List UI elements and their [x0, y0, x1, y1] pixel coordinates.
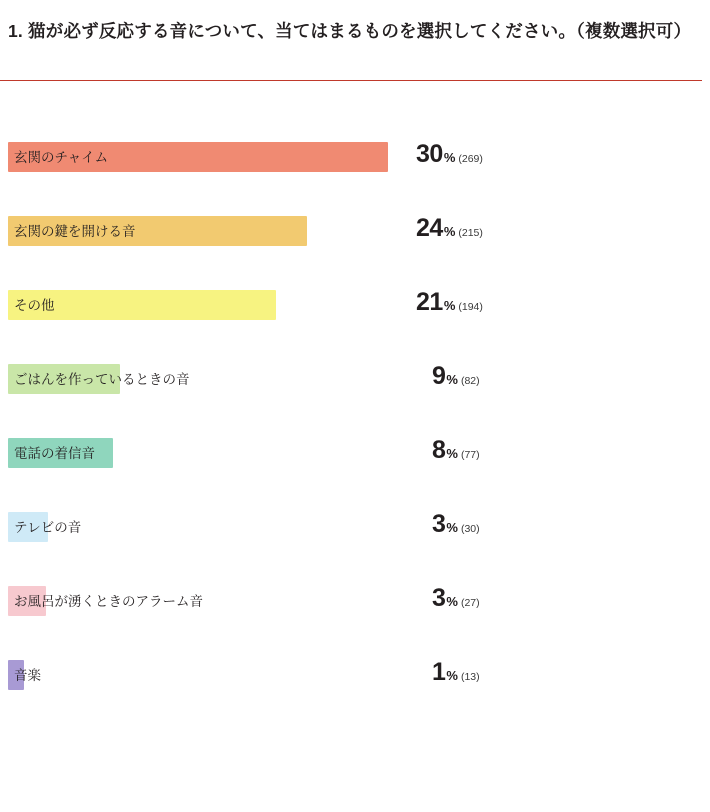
bar-value-percent-symbol: % [446, 372, 458, 387]
chart-row [0, 416, 710, 490]
bar-value-percent-symbol: % [446, 520, 458, 535]
bar-chart [0, 120, 710, 712]
chart-row [0, 564, 710, 638]
bar-category-label: お風呂が湧くときのアラーム音 [14, 594, 203, 609]
bar-value-percent-symbol: % [446, 446, 458, 461]
bar-value-count: (30) [460, 523, 480, 535]
bar-value-number: 3 [432, 584, 446, 612]
chart-row [0, 342, 710, 416]
bar-value-number: 3 [432, 510, 446, 538]
bar-value [432, 510, 480, 539]
bar-value-count: (82) [460, 375, 480, 387]
bar-value-number: 8 [432, 436, 446, 464]
bar-value-count: (194) [458, 301, 483, 313]
bar-value-percent-symbol: % [446, 668, 458, 683]
bar-value-count: (215) [458, 227, 483, 239]
bar-value-percent-symbol: % [446, 594, 458, 609]
bar-category-label: その他 [14, 298, 55, 313]
chart-row [0, 490, 710, 564]
bar-value [432, 584, 480, 613]
bar-value-number: 30 [416, 140, 443, 168]
bar-value-percent-symbol: % [443, 298, 456, 313]
bar-value-number: 1 [432, 658, 446, 686]
bar-category-label: 玄関の鍵を開ける音 [14, 224, 136, 239]
bar-value-percent-symbol: % [443, 224, 456, 239]
bar-value-count: (77) [460, 449, 480, 461]
bar-value [432, 658, 480, 687]
bar-value [416, 214, 483, 243]
bar-value-count: (269) [458, 153, 483, 165]
bar-category-label: ごはんを作っているときの音 [14, 372, 190, 387]
bar-value-percent-symbol: % [443, 150, 456, 165]
chart-row [0, 638, 710, 712]
bar-category-label: テレビの音 [14, 520, 82, 535]
bar-value-number: 9 [432, 362, 446, 390]
bar-value-count: (27) [460, 597, 480, 609]
bar-value-number: 21 [416, 288, 443, 316]
bar-value-count: (13) [460, 671, 480, 683]
title-divider [0, 80, 702, 81]
bar-value [432, 362, 480, 391]
bar-category-label: 電話の着信音 [14, 446, 95, 461]
bar-category-label: 玄関のチャイム [14, 150, 109, 165]
bar-category-label: 音楽 [14, 668, 41, 683]
bar-value [416, 140, 483, 169]
chart-row [0, 120, 710, 194]
bar-value [432, 436, 480, 465]
chart-row [0, 268, 710, 342]
question-title: 1. 猫が必ず反応する音について、当てはまるものを選択してください。（複数選択可） [8, 21, 692, 41]
bar-value-number: 24 [416, 214, 443, 242]
chart-row [0, 194, 710, 268]
bar-value [416, 288, 483, 317]
